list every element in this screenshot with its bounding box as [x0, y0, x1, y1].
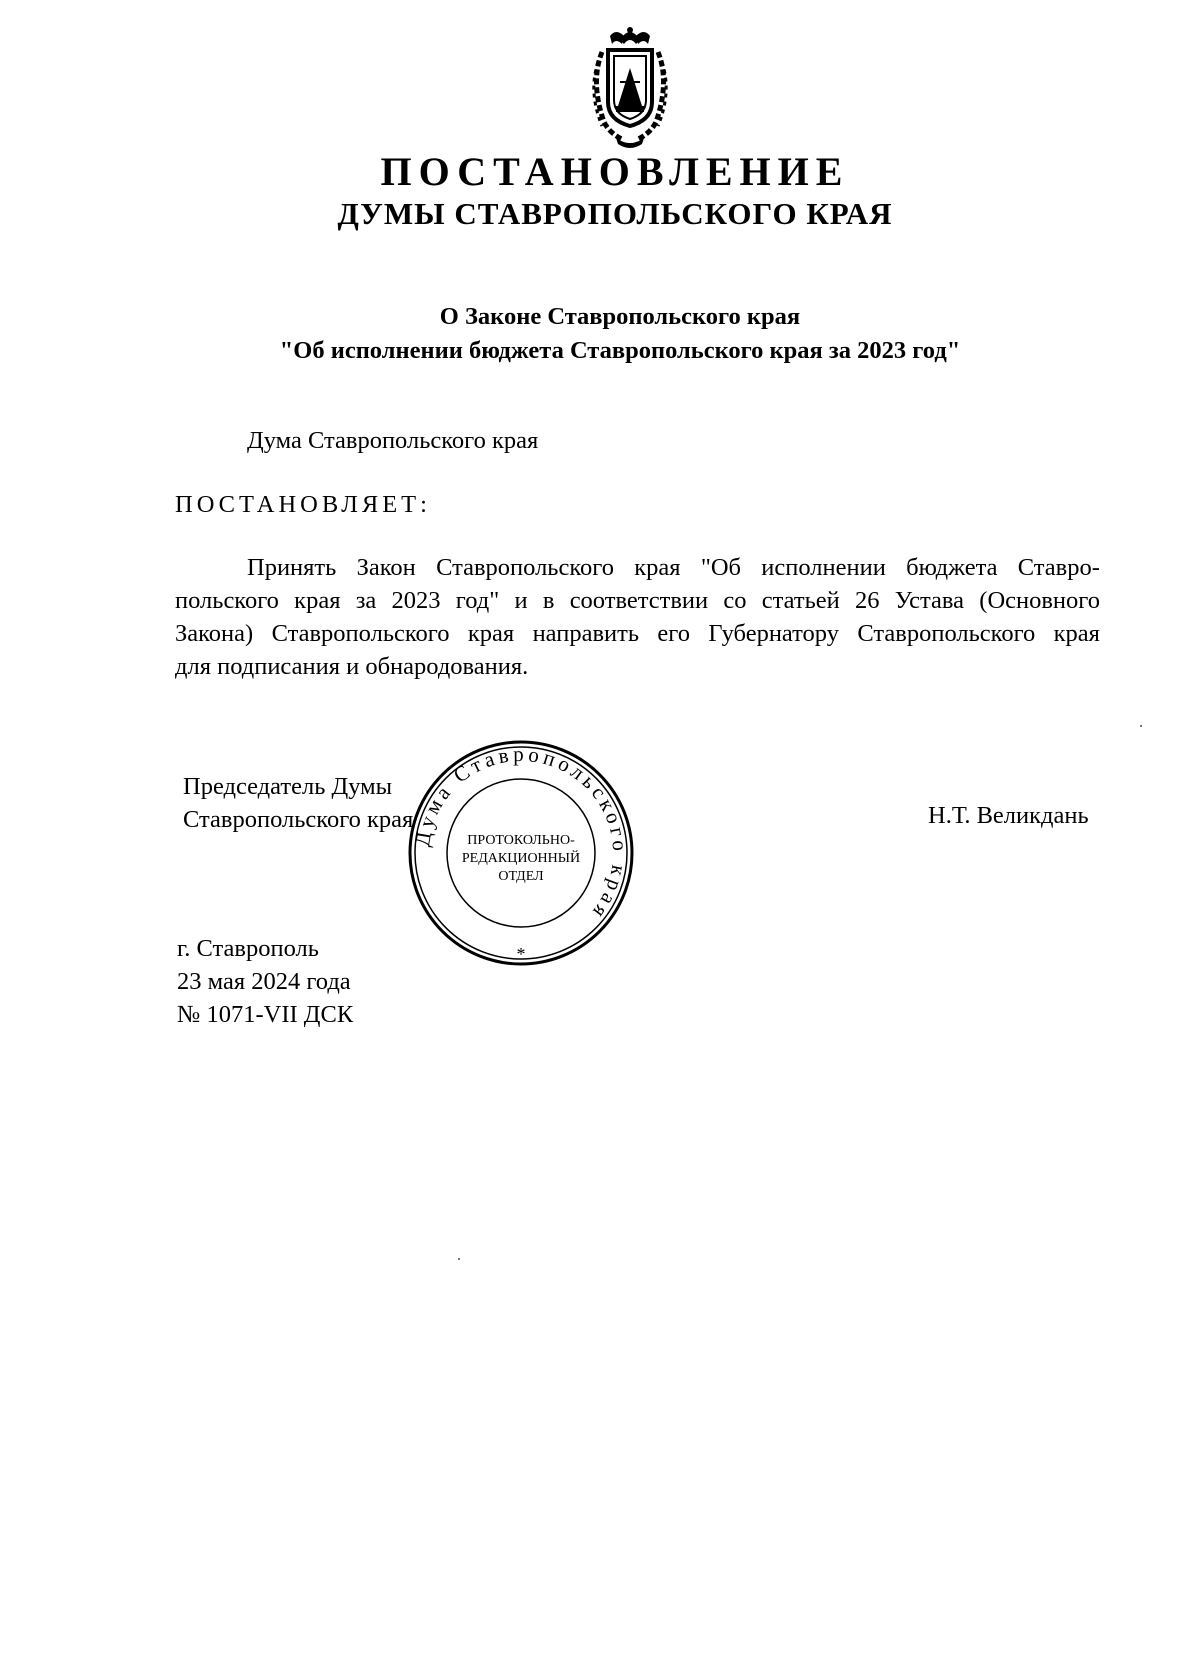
- paragraph-line-4: для подписания и обнародования.: [175, 653, 529, 680]
- document-subtitle: ДУМЫ СТАВРОПОЛЬСКОГО КРАЯ: [337, 196, 893, 231]
- paragraph-line-3: Закона) Ставропольского края направить его Губернатору Ставропольского края: [175, 620, 1100, 647]
- footer-number: № 1071-VII ДСК: [177, 1001, 354, 1028]
- scan-speck: [458, 1258, 460, 1260]
- stamp-outer-text: Дума Ставропольского края: [409, 741, 633, 927]
- signatory-position: [183, 770, 413, 836]
- stamp-inner-line-2: РЕДАКЦИОННЫЙ: [461, 851, 581, 866]
- paragraph-line-2: польского края за 2023 год" и в соответствии со статьей 26 Устава (Основного: [175, 587, 1100, 614]
- subject-line-2: "Об исполнении бюджета Ставропольского края за 2023 год": [279, 337, 961, 364]
- position-line-1: Председатель Думы: [183, 773, 393, 800]
- stamp-star: *: [516, 944, 526, 964]
- position-line-2: Ставропольского края: [183, 806, 414, 833]
- subject-line-1: О Законе Ставропольского края: [439, 303, 801, 330]
- footer-city: г. Ставрополь: [177, 935, 319, 962]
- stamp-inner-line-1: ПРОТОКОЛЬНО-: [467, 833, 575, 848]
- official-stamp: [406, 738, 636, 968]
- scan-speck: [1140, 725, 1142, 727]
- stavropol-coat-of-arms-icon: [580, 22, 680, 152]
- footer-date: 23 мая 2024 года: [177, 968, 351, 995]
- intro-text: Дума Ставропольского края: [247, 427, 539, 454]
- document-footer: [177, 932, 353, 1031]
- decree-word: ПОСТАНОВЛЯЕТ:: [175, 491, 431, 518]
- document-subject: [0, 300, 1200, 368]
- stamp-inner-line-3: ОТДЕЛ: [498, 869, 544, 884]
- decree-paragraph: [175, 551, 1100, 683]
- document-title: ПОСТАНОВЛЕНИЕ: [380, 149, 850, 194]
- paragraph-line-1: Принять Закон Ставропольского края "Об исполнении бюджета Ставро-: [247, 554, 1100, 581]
- signatory-name: Н.Т. Великдань: [928, 802, 1089, 829]
